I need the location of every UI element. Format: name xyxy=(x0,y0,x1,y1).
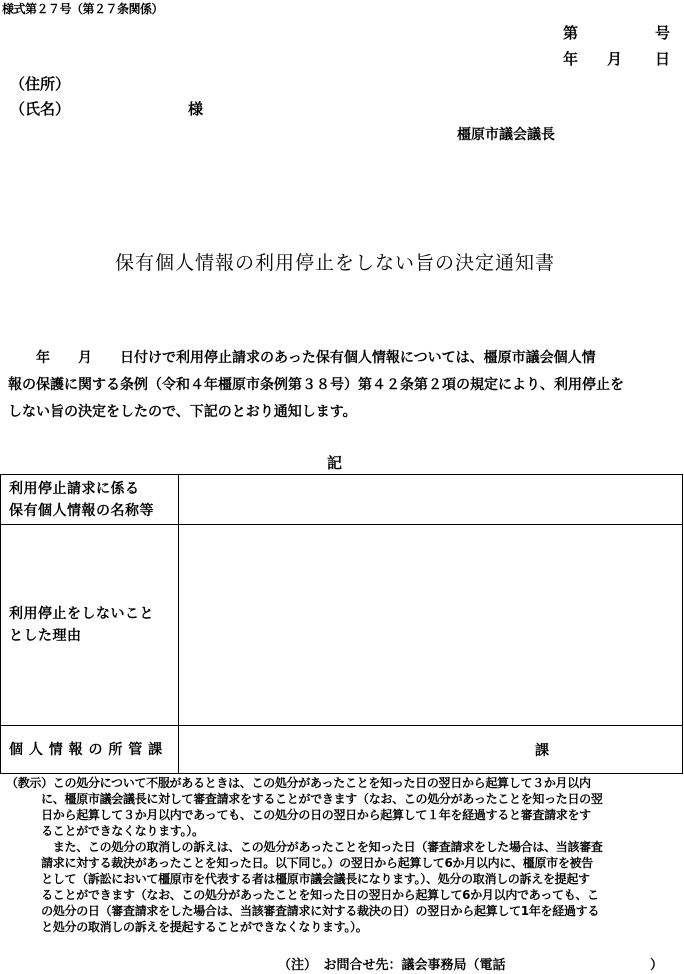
contact-note: （注） お問合せ先：議会事務局（電話 xyxy=(278,958,506,973)
reason-label-line-2: とした理由 xyxy=(9,628,82,644)
date-year: 年 xyxy=(563,50,579,68)
honorific: 様 xyxy=(188,100,204,118)
department-suffix: 課 xyxy=(535,742,549,759)
notice-line-6: 請求に対する裁決があったことを知った日。以下同じ。）の翌日から起算して6か月以内に、橿原市を被告 xyxy=(6,856,593,870)
document-title: 保有個人情報の利用停止をしない旨の決定通知書 xyxy=(114,252,555,274)
request-item-label-line-2: 保有個人情報の名称等 xyxy=(9,502,154,519)
notice-block xyxy=(6,775,682,935)
reason-label xyxy=(1,525,179,726)
body-line-2: 報の保護に関する条例（令和４年橿原市条例第３８号）第４２条第２項の規定により、利用停止を xyxy=(8,377,624,393)
notice-line-1: （教示）この処分について不服があるときは、この処分があったことを知った日の翌日から起算して３か月以内 xyxy=(6,776,591,790)
request-item-label-line-1: 利用停止請求に係る xyxy=(9,480,140,497)
reason-label-line-1: 利用停止をしないこと xyxy=(9,606,154,622)
body-line-3: しない旨の決定をしたので、下記のとおり通知します。 xyxy=(8,404,357,420)
notice-line-4: ることができなくなります。）。 xyxy=(6,824,204,838)
notice-line-8: ることができます（なお、この処分があったことを知った日の翌日から起算して6か月以内であっても、こ xyxy=(6,888,599,902)
number-prefix: 第 xyxy=(563,24,579,42)
table-row xyxy=(1,726,683,774)
request-item-label xyxy=(1,475,179,525)
name-label: （氏名） xyxy=(10,100,71,118)
notice-line-10: と処分の取消しの訴えを提起することができなくなります。）。 xyxy=(6,920,368,934)
address-label: （住所） xyxy=(10,75,71,93)
contact-close-paren: ） xyxy=(650,958,664,973)
table-row xyxy=(1,525,683,726)
notice-line-7: として（訴訟において橿原市を代表する者は橿原市議会議長になります。）、処分の取消しの訴えを提起す xyxy=(6,872,590,886)
number-suffix: 号 xyxy=(655,24,671,42)
date-month: 月 xyxy=(607,50,623,68)
table-row xyxy=(1,475,683,525)
notice-line-9: の処分の日（審査請求をした場合は、当該審査請求に対する裁決の日）の翌日から起算して1年を経過する xyxy=(6,904,600,918)
notice-line-5: また、この処分の取消しの訴えは、この処分があったことを知った日（審査請求をした場合は、当該審査 xyxy=(6,840,603,854)
department-label: 個 人 情 報 の 所 管 課 xyxy=(1,726,179,774)
form-number-label: 様式第２７号（第２７条関係） xyxy=(2,2,164,16)
notice-line-3: 日から起算して３か月以内であっても、この処分の日の翌日から起算して１年を経過すると審査請求をす xyxy=(6,808,591,822)
date-day: 日 xyxy=(655,50,671,68)
notice-line-2: に、橿原市議会議長に対して審査請求をすることができます（なお、この処分があったことを知った日の翌 xyxy=(6,792,603,806)
body-paragraph xyxy=(8,345,678,426)
ki-marker: 記 xyxy=(327,454,343,472)
sender-name: 橿原市議会議長 xyxy=(457,127,555,143)
department-value-cell[interactable] xyxy=(179,726,683,774)
body-line-1: 年 月 日付けで利用停止請求のあった保有個人情報については、橿原市議会個人情 xyxy=(8,350,596,366)
reason-value-cell[interactable] xyxy=(179,525,683,726)
request-item-value-cell[interactable] xyxy=(179,475,683,525)
record-table xyxy=(0,474,683,774)
